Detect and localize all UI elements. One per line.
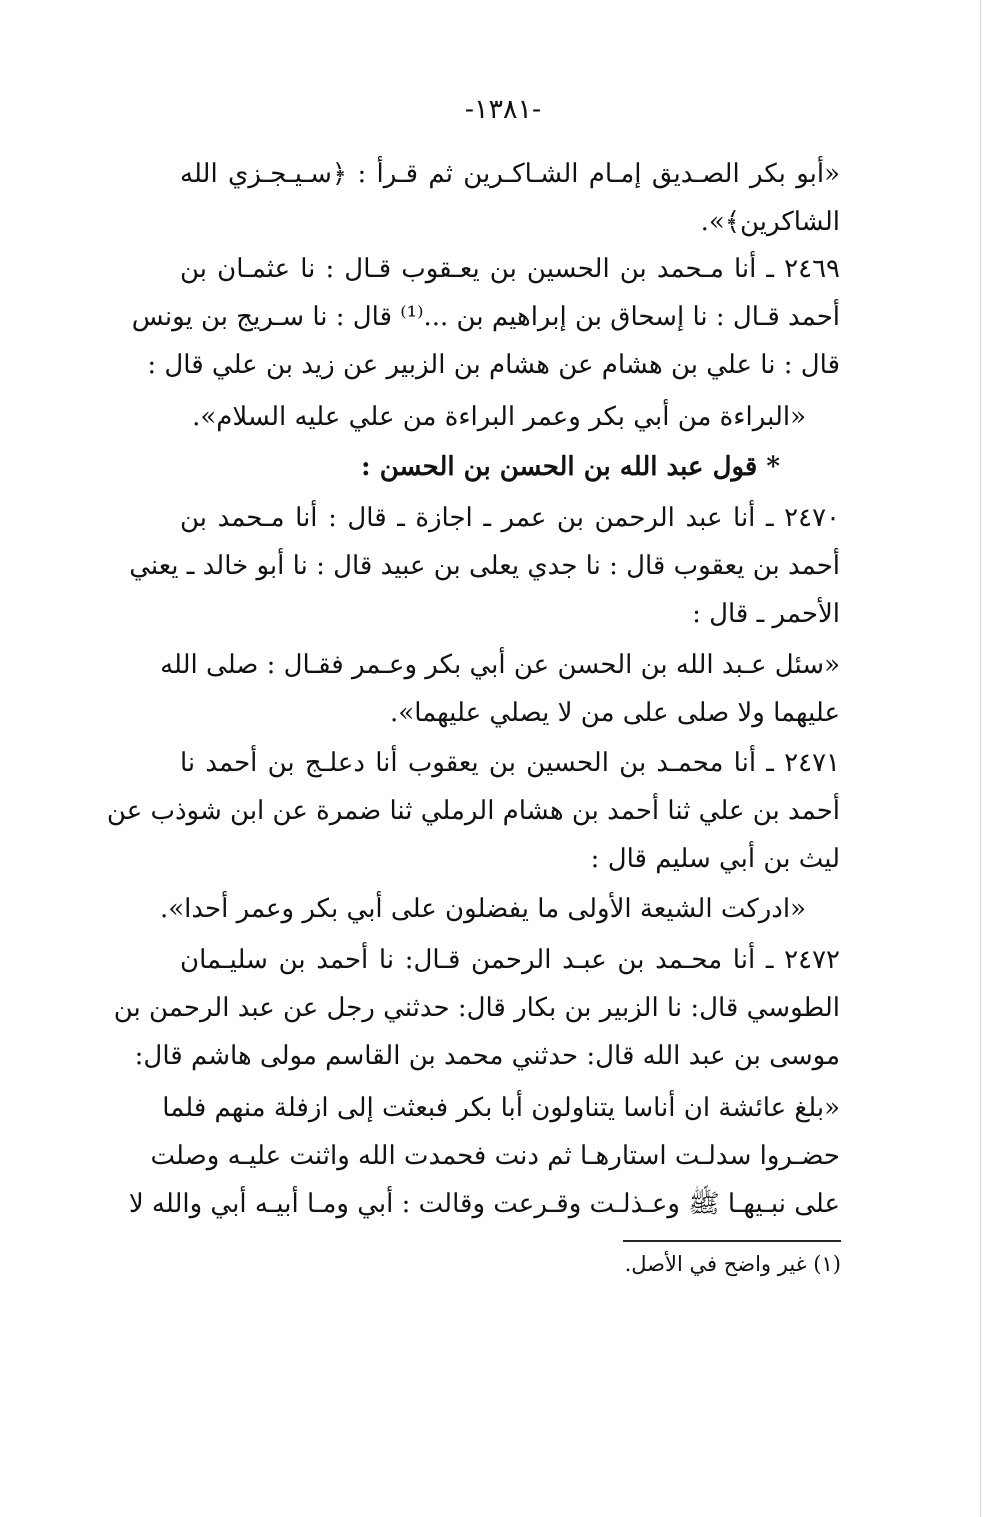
- text-line: «أبو بكر الصـديق إمـام الشـاكـرين ثم قـرأ : ﴿سـيـجـزي الله: [180, 159, 840, 189]
- text-line: أحمد بن يعقوب قال : نا جدي يعلى بن عبيد قال : نا أبو خالد ـ يعني: [129, 551, 840, 581]
- text-line: عليهما ولا صلى على من لا يصلي عليهما».: [390, 698, 840, 728]
- hadith-2470-isnad: [129, 494, 840, 638]
- text-line: ٢٤٦٩ ـ أنا مـحمد بن الحسين بن يعـقوب قـال : نا عثمـان بن: [180, 254, 840, 284]
- section-heading: [180, 443, 840, 491]
- quote-block-abu-bakr: [180, 150, 840, 246]
- text-line: «البراءة من أبي بكر وعمر البراءة من علي عليه السلام».: [192, 402, 806, 432]
- hadith-2469-quote: [180, 393, 840, 441]
- hadith-2472-isnad: [113, 936, 840, 1080]
- text-line: ليث بن أبي سليم قال :: [590, 844, 840, 874]
- text-line: «بلغ عائشة ان أناسا يتناولون أبا بكر فبعثت إلى ازفلة منهم فلما: [162, 1093, 840, 1123]
- text-line: الشاكرين﴾».: [700, 207, 840, 237]
- footnote: (١) غير واضح في الأصل.: [624, 1252, 841, 1276]
- text-line: على نبـيهـا ﷺ وعـذلـت وقـرعت وقالت : أبي ومـا أبيـه أبي والله لا: [128, 1189, 840, 1219]
- text-line: الأحمر ـ قال :: [692, 599, 840, 629]
- text-line: ٢٤٧٠ ـ أنا عبد الرحمن بن عمر ـ اجازة ـ قال : أنا مـحمد بن: [180, 503, 840, 533]
- text-line: أحمد قـال : نا إسحاق بن إبراهيم بن ...⁽¹⁾ قال : نا سـريج بن يونس: [131, 302, 840, 332]
- text-line: موسى بن عبد الله قال: حدثني محمد بن القاسم مولى هاشم قال:: [134, 1041, 840, 1071]
- text-line: ٢٤٧١ ـ أنا محمـد بن الحسين بن يعقوب أنا دعلـج بن أحمد نا: [180, 748, 840, 778]
- hadith-2471-isnad: [106, 739, 840, 883]
- hadith-2471-quote: [160, 885, 840, 933]
- footnote-divider: [623, 1240, 841, 1242]
- text-line: «سئل عـبد الله بن الحسن عن أبي بكر وعـمر فقـال : صلى الله: [160, 650, 840, 680]
- text-line: قال : نا علي بن هشام عن هشام بن الزبير عن زيد بن علي قال :: [147, 350, 840, 380]
- hadith-2469-isnad: [131, 245, 840, 389]
- page-edge-line: [980, 0, 981, 1517]
- page-number: -١٣٨١-: [464, 94, 542, 125]
- text-line: أحمد بن علي ثنا أحمد بن هشام الرملي ثنا ضمرة عن ابن شوذب عن: [106, 796, 840, 826]
- text-line: حضـروا سدلـت استارهـا ثم دنت فحمدت الله واثنت عليـه وصلت: [150, 1141, 840, 1171]
- text-line: الطوسي قال: نا الزبير بن بكار قال: حدثني رجل عن عبد الرحمن بن: [113, 993, 840, 1023]
- hadith-2470-quote: [160, 641, 840, 737]
- text-line: «ادركت الشيعة الأولى ما يفضلون على أبي بكر وعمر أحدا».: [160, 894, 806, 924]
- section-heading-text: * قول عبد الله بن الحسن بن الحسن :: [361, 452, 780, 482]
- hadith-2472-quote: [128, 1084, 840, 1228]
- text-line: ٢٤٧٢ ـ أنا محـمد بن عبـد الرحمن قـال: نا أحمد بن سليـمان: [180, 945, 840, 975]
